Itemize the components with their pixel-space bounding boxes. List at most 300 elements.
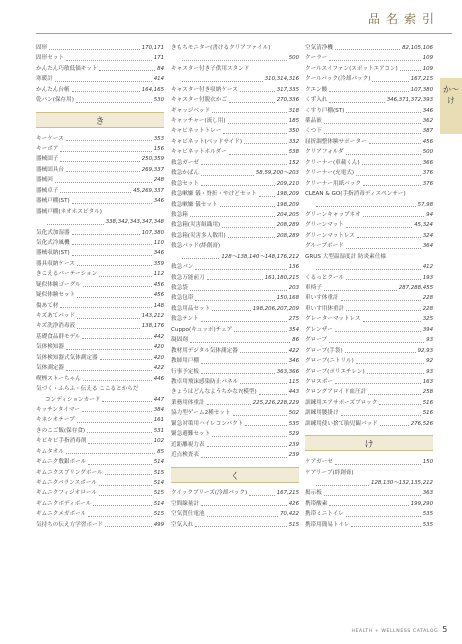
index-entry[interactable] bbox=[171, 499, 299, 509]
index-entry[interactable] bbox=[36, 447, 164, 457]
entry-name: クリーナー(車載くん) bbox=[305, 159, 360, 166]
dot-leader bbox=[316, 269, 421, 270]
index-entry[interactable] bbox=[36, 155, 164, 165]
entry-name: 乾パン(保存用) bbox=[36, 97, 74, 104]
entry-pages: 258 bbox=[422, 389, 433, 396]
entry-pages: 384 bbox=[153, 406, 164, 413]
entry-pages: 447 bbox=[153, 396, 164, 403]
dot-leader bbox=[77, 297, 152, 298]
entry-pages: 198,206,207,209 bbox=[252, 305, 299, 312]
entry-pages: 456 bbox=[422, 138, 433, 145]
entry-name: 疑似体験セット bbox=[36, 292, 76, 299]
index-entry[interactable] bbox=[171, 231, 299, 241]
entry-name: キズあてパッド bbox=[36, 313, 76, 320]
index-entry[interactable] bbox=[36, 489, 164, 499]
entry-name: クロングアロイド血圧計 bbox=[305, 389, 367, 396]
entry-pages: 93 bbox=[426, 368, 433, 375]
index-entry[interactable] bbox=[305, 147, 433, 157]
index-entry[interactable] bbox=[36, 144, 164, 154]
index-entry[interactable] bbox=[36, 363, 164, 373]
entry-pages: 93 bbox=[426, 337, 433, 344]
entry-name: グループボード bbox=[305, 243, 344, 250]
entry-pages: 109 bbox=[422, 65, 433, 72]
entry-name: ギムニクバランスボール bbox=[36, 480, 97, 487]
entry-name: 救急かばん bbox=[171, 170, 199, 177]
entry-name: 緊急避難セット bbox=[171, 431, 211, 438]
dot-leader bbox=[60, 161, 139, 162]
index-entry[interactable] bbox=[171, 189, 299, 199]
index-entry[interactable] bbox=[36, 499, 164, 509]
entry-name: 気づく・ふらふ・伝える ここるとからだ bbox=[36, 386, 139, 393]
index-entry[interactable] bbox=[36, 53, 164, 63]
entry-pages: 531 bbox=[153, 427, 164, 434]
entry-pages: 363,366 bbox=[276, 368, 299, 375]
index-entry[interactable] bbox=[305, 408, 433, 418]
index-entry[interactable] bbox=[305, 377, 433, 387]
index-entry[interactable] bbox=[305, 509, 433, 519]
index-entry[interactable] bbox=[171, 106, 299, 116]
entry-name: グレンザー bbox=[305, 326, 333, 333]
index-entry[interactable] bbox=[305, 398, 433, 408]
index-entry[interactable] bbox=[171, 85, 299, 95]
index-title: 品名索引 bbox=[367, 12, 440, 26]
dot-leader bbox=[83, 286, 152, 287]
entry-pages: 422 bbox=[288, 347, 299, 354]
index-entry[interactable] bbox=[36, 280, 164, 290]
dot-leader bbox=[369, 143, 421, 144]
entry-pages: 92 bbox=[426, 358, 433, 365]
page-footer bbox=[351, 625, 448, 634]
entry-name: キッチンタイマー bbox=[36, 406, 81, 413]
index-entry[interactable] bbox=[171, 116, 299, 126]
page-number: 5 bbox=[442, 625, 448, 634]
index-entry[interactable] bbox=[171, 520, 299, 530]
entry-name: 固形 bbox=[36, 44, 48, 51]
dot-leader bbox=[362, 164, 421, 165]
index-entry[interactable] bbox=[171, 137, 299, 147]
index-entry[interactable] bbox=[305, 241, 433, 251]
dot-leader bbox=[351, 526, 420, 527]
dot-leader bbox=[102, 401, 151, 402]
section-heading-label: け bbox=[364, 440, 374, 451]
index-entry[interactable] bbox=[171, 283, 299, 293]
index-entry[interactable] bbox=[305, 419, 433, 429]
index-entry[interactable] bbox=[36, 436, 164, 446]
index-entry[interactable] bbox=[171, 408, 299, 418]
index-entry[interactable] bbox=[305, 74, 433, 84]
dot-leader bbox=[228, 123, 287, 124]
dot-leader bbox=[380, 425, 409, 426]
entry-name: キネシオテープ bbox=[36, 417, 75, 424]
index-entry[interactable] bbox=[305, 85, 433, 95]
index-entry[interactable] bbox=[36, 478, 164, 488]
index-entry[interactable] bbox=[305, 252, 433, 262]
index-entry[interactable] bbox=[36, 85, 164, 95]
entry-name: コンディションカード bbox=[45, 396, 101, 403]
section-heading-label: き bbox=[95, 116, 105, 127]
index-entry[interactable] bbox=[305, 189, 433, 199]
index-entry[interactable] bbox=[305, 346, 433, 356]
index-entry[interactable] bbox=[305, 168, 433, 178]
dot-leader bbox=[229, 102, 275, 103]
index-entry[interactable] bbox=[171, 252, 299, 262]
dot-leader bbox=[363, 216, 425, 217]
index-entry[interactable] bbox=[36, 165, 164, 175]
index-entry[interactable] bbox=[171, 450, 299, 460]
entry-pages: 167,215 bbox=[276, 490, 299, 497]
index-entry[interactable] bbox=[171, 356, 299, 366]
entry-name: キャスター付き子供用スタンド bbox=[171, 65, 250, 72]
index-entry[interactable] bbox=[305, 499, 433, 509]
entry-pages: 45,324 bbox=[414, 222, 433, 229]
index-entry[interactable] bbox=[305, 43, 433, 53]
entry-name: キーボア bbox=[36, 146, 59, 153]
entry-name: 業務用体重計 bbox=[171, 399, 205, 406]
entry-pages: 82,105,106 bbox=[402, 44, 433, 51]
dot-leader bbox=[72, 203, 152, 204]
index-entry[interactable] bbox=[171, 304, 299, 314]
entry-name: ギムニク敷銀ボール bbox=[36, 459, 87, 466]
entry-name: きこえるパーテーション bbox=[36, 271, 98, 278]
entry-name: 携帯酸素 bbox=[305, 500, 328, 507]
index-entry[interactable] bbox=[305, 95, 433, 105]
entry-name: 気化式加湿器 bbox=[36, 229, 70, 236]
dot-leader bbox=[60, 151, 151, 152]
index-entry[interactable] bbox=[305, 64, 433, 74]
entry-pages: 514 bbox=[153, 459, 164, 466]
entry-pages: 204,205 bbox=[276, 211, 299, 218]
index-entry[interactable] bbox=[305, 314, 433, 324]
entry-name: かんたん台帳 bbox=[36, 86, 70, 93]
index-entry[interactable] bbox=[36, 74, 164, 84]
entry-pages: 363 bbox=[422, 490, 433, 497]
index-entry[interactable] bbox=[36, 64, 164, 74]
entry-name: 空気入れ bbox=[171, 521, 194, 528]
index-entry[interactable] bbox=[305, 179, 433, 189]
entry-name: キャスター付き収納ケース bbox=[171, 86, 238, 93]
dot-leader bbox=[324, 290, 397, 291]
index-entry[interactable] bbox=[36, 332, 164, 342]
dot-leader bbox=[88, 443, 151, 444]
entry-pages: 250,359 bbox=[141, 156, 164, 163]
index-entry[interactable] bbox=[305, 520, 433, 530]
entry-name: グリーンマットレス bbox=[305, 232, 355, 239]
entry-name: 車椅子 bbox=[305, 285, 322, 292]
entry-name: グリーンマット bbox=[305, 222, 344, 229]
index-column-1 bbox=[36, 43, 164, 530]
entry-pages: 538 bbox=[288, 149, 299, 156]
entry-pages: 170,171 bbox=[141, 44, 164, 51]
index-entry[interactable] bbox=[36, 353, 164, 363]
dot-leader bbox=[357, 237, 421, 238]
entry-name: 気体検知器 bbox=[36, 344, 64, 351]
index-entry[interactable] bbox=[305, 158, 433, 168]
index-entry[interactable] bbox=[171, 314, 299, 324]
entry-pages: 362 bbox=[422, 118, 433, 125]
index-entry[interactable] bbox=[305, 489, 433, 499]
entry-pages: 359 bbox=[153, 260, 164, 267]
section-tab[interactable] bbox=[440, 78, 462, 134]
entry-name: 救急包帯 bbox=[171, 295, 194, 302]
index-entry[interactable] bbox=[305, 210, 433, 220]
entry-name: 気化式冷風機 bbox=[36, 239, 70, 246]
entry-name: 救急嗽嫌 儀・脊折・やけどセット bbox=[171, 191, 257, 198]
dot-leader bbox=[72, 234, 140, 235]
entry-name: 気持ちの伝え方学習ボード bbox=[36, 521, 104, 528]
entry-name: 教材用デジタル気体測定器 bbox=[171, 347, 238, 354]
dot-leader bbox=[207, 446, 287, 447]
entry-pages: 84 bbox=[157, 65, 164, 72]
index-entry[interactable] bbox=[36, 311, 164, 321]
entry-name: クリーナー(充電式) bbox=[305, 170, 355, 177]
dot-leader bbox=[99, 495, 152, 496]
dot-leader bbox=[223, 133, 286, 134]
entry-pages: 338,342,343,347,348 bbox=[105, 219, 164, 226]
entry-pages: 57,98 bbox=[417, 201, 433, 208]
section-tab-label: か〜け bbox=[443, 85, 459, 105]
dot-leader bbox=[379, 404, 420, 405]
dot-leader bbox=[335, 464, 421, 465]
index-entry[interactable] bbox=[171, 377, 299, 387]
index-entry[interactable] bbox=[36, 134, 164, 144]
index-entry[interactable] bbox=[305, 294, 433, 304]
index-entry[interactable] bbox=[36, 520, 164, 530]
dot-leader bbox=[82, 338, 151, 339]
index-entry[interactable] bbox=[305, 53, 433, 63]
index-entry[interactable] bbox=[305, 335, 433, 345]
index-entry[interactable] bbox=[36, 426, 164, 436]
index-entry[interactable] bbox=[171, 346, 299, 356]
index-entry[interactable] bbox=[305, 137, 433, 147]
entry-pages: 228 bbox=[422, 305, 433, 312]
index-entry[interactable] bbox=[171, 273, 299, 283]
dot-leader bbox=[195, 526, 286, 527]
entry-name: 薬品嵌 bbox=[305, 118, 322, 125]
entry-name: 器械固子 bbox=[36, 156, 59, 163]
dot-leader bbox=[55, 182, 152, 183]
index-entry[interactable] bbox=[305, 367, 433, 377]
dot-leader bbox=[201, 321, 287, 322]
index-entry[interactable] bbox=[36, 384, 164, 394]
index-entry[interactable] bbox=[36, 43, 164, 53]
entry-name: 教卓用飛沫感染防止パネル bbox=[171, 378, 239, 385]
index-entry[interactable] bbox=[36, 322, 164, 332]
entry-name: ケアガーゼ bbox=[305, 459, 333, 466]
dot-leader bbox=[363, 321, 421, 322]
index-entry[interactable] bbox=[36, 405, 164, 415]
index-entry[interactable] bbox=[171, 325, 299, 335]
entry-pages: 225,226,228,229 bbox=[252, 399, 299, 406]
index-entry[interactable] bbox=[36, 196, 164, 206]
index-entry[interactable] bbox=[171, 210, 299, 220]
entry-name: キャビネットホルダー bbox=[171, 149, 227, 156]
index-entry[interactable] bbox=[171, 489, 299, 499]
index-entry[interactable] bbox=[171, 127, 299, 137]
dot-leader bbox=[329, 91, 408, 92]
dot-leader bbox=[190, 342, 290, 343]
entry-name: 気体測定器 bbox=[36, 365, 64, 372]
index-entry[interactable] bbox=[305, 304, 433, 314]
dot-leader bbox=[207, 279, 263, 280]
index-entry[interactable] bbox=[36, 248, 164, 258]
index-entry[interactable] bbox=[171, 74, 299, 84]
entry-pages: 318 bbox=[288, 107, 299, 114]
entry-name: 疑似体験ゴーグル bbox=[36, 281, 81, 288]
entry-pages: 346,371,372,393 bbox=[386, 97, 433, 104]
index-entry[interactable] bbox=[36, 228, 164, 238]
entry-pages: 530 bbox=[153, 97, 164, 104]
index-entry[interactable] bbox=[171, 147, 299, 157]
index-entry[interactable] bbox=[305, 116, 433, 126]
dot-leader bbox=[201, 185, 275, 186]
index-entry[interactable] bbox=[36, 186, 164, 196]
entry-name: きもちモニター(書けるクリアファイル) bbox=[171, 44, 271, 51]
index-entry[interactable] bbox=[305, 387, 433, 397]
index-entry[interactable] bbox=[171, 509, 299, 519]
dot-leader bbox=[400, 70, 421, 71]
entry-name: CLEAN & GO(手指消毒ディスペンサー) bbox=[305, 191, 406, 198]
dot-leader bbox=[356, 363, 424, 364]
entry-pages: 203 bbox=[288, 285, 299, 292]
entry-pages: 85 bbox=[157, 448, 164, 455]
entry-name: 固形セット bbox=[36, 55, 64, 62]
index-entry[interactable] bbox=[36, 457, 164, 467]
index-entry[interactable] bbox=[171, 158, 299, 168]
dot-leader bbox=[77, 265, 152, 266]
index-entry[interactable] bbox=[36, 468, 164, 478]
dot-leader bbox=[329, 342, 424, 343]
index-entry[interactable] bbox=[171, 179, 299, 189]
entry-pages: 514 bbox=[153, 500, 164, 507]
index-entry[interactable] bbox=[171, 387, 299, 397]
dot-leader bbox=[77, 328, 140, 329]
index-entry[interactable] bbox=[305, 262, 433, 272]
index-entry[interactable] bbox=[171, 367, 299, 377]
index-entry[interactable] bbox=[171, 429, 299, 439]
entry-name: クーラー bbox=[305, 55, 328, 62]
index-entry[interactable] bbox=[36, 342, 164, 352]
index-entry[interactable] bbox=[305, 283, 433, 293]
index-entry[interactable] bbox=[305, 478, 433, 488]
entry-name: くず入れ bbox=[305, 97, 328, 104]
entry-name: 傷あて材 bbox=[36, 302, 59, 309]
entry-pages: 150 bbox=[422, 459, 433, 466]
dot-leader bbox=[367, 373, 424, 374]
index-entry[interactable] bbox=[36, 374, 164, 384]
dot-leader bbox=[72, 255, 152, 256]
entry-name: 救急バン bbox=[171, 264, 194, 271]
entry-name: 器具収納ケース bbox=[36, 260, 75, 267]
index-entry[interactable] bbox=[36, 415, 164, 425]
entry-name: 訓練用腰掛け bbox=[305, 410, 339, 417]
index-entry[interactable] bbox=[171, 220, 299, 230]
index-entry[interactable] bbox=[36, 269, 164, 279]
dot-leader bbox=[240, 91, 275, 92]
index-entry[interactable] bbox=[305, 106, 433, 116]
index-entry[interactable] bbox=[36, 175, 164, 185]
index-entry[interactable] bbox=[171, 53, 299, 63]
index-entry[interactable] bbox=[36, 509, 164, 519]
index-entry[interactable] bbox=[305, 273, 433, 283]
dot-leader bbox=[335, 331, 421, 332]
entry-pages: 209,210 bbox=[276, 180, 299, 187]
entry-pages: 515 bbox=[153, 469, 164, 476]
entry-pages: 138,176 bbox=[141, 323, 164, 330]
index-entry[interactable] bbox=[36, 207, 164, 217]
index-entry[interactable] bbox=[171, 168, 299, 178]
entry-pages: 456 bbox=[153, 281, 164, 288]
entry-pages: 94 bbox=[426, 211, 433, 218]
entry-pages: 346 bbox=[153, 198, 164, 205]
index-entry[interactable] bbox=[305, 200, 433, 210]
dot-leader bbox=[249, 495, 275, 496]
index-entry[interactable] bbox=[305, 356, 433, 366]
index-entry[interactable] bbox=[36, 290, 164, 300]
dot-leader bbox=[93, 505, 151, 506]
dot-leader bbox=[201, 164, 287, 165]
entry-name: 訓練用使い捨て胎児観パッド bbox=[305, 420, 378, 427]
entry-pages: 414 bbox=[153, 76, 164, 83]
entry-pages: 112 bbox=[153, 271, 164, 278]
entry-pages: 364 bbox=[422, 243, 433, 250]
index-entry[interactable] bbox=[36, 217, 164, 227]
index-entry[interactable] bbox=[305, 127, 433, 137]
index-entry[interactable] bbox=[36, 395, 164, 405]
entry-pages: 198,209 bbox=[276, 191, 299, 198]
dot-leader bbox=[234, 331, 286, 332]
index-entry[interactable] bbox=[171, 398, 299, 408]
index-entry[interactable] bbox=[171, 43, 299, 53]
dot-leader bbox=[316, 206, 416, 207]
entry-name: かんたん巧敏低価キット bbox=[36, 65, 98, 72]
index-entry[interactable] bbox=[36, 301, 164, 311]
index-entry[interactable] bbox=[171, 95, 299, 105]
catalog-name: HEALTH + WELLNESS CATALOG bbox=[351, 629, 439, 634]
index-entry[interactable] bbox=[171, 419, 299, 429]
entry-pages: 354 bbox=[288, 326, 299, 333]
index-entry[interactable] bbox=[305, 220, 433, 230]
index-entry[interactable] bbox=[171, 262, 299, 272]
entry-pages: 58,59,200〜203 bbox=[255, 170, 299, 177]
entry-name: 車いす用体重計 bbox=[305, 305, 345, 312]
index-entry[interactable] bbox=[171, 335, 299, 345]
index-entry[interactable] bbox=[171, 241, 299, 251]
index-entry[interactable] bbox=[171, 294, 299, 304]
index-entry[interactable] bbox=[305, 468, 433, 478]
entry-name: キャビネットトレー bbox=[171, 128, 222, 135]
index-entry[interactable] bbox=[171, 440, 299, 450]
index-entry[interactable] bbox=[171, 200, 299, 210]
index-entry[interactable] bbox=[305, 325, 433, 335]
entry-pages: 350 bbox=[288, 128, 299, 135]
entry-name: キャスター付脱衣かご bbox=[171, 97, 227, 104]
index-entry[interactable] bbox=[305, 231, 433, 241]
index-entry[interactable] bbox=[36, 259, 164, 269]
entry-pages: 515 bbox=[153, 490, 164, 497]
dot-leader bbox=[329, 505, 408, 506]
entry-pages: 422 bbox=[153, 365, 164, 372]
dot-leader bbox=[316, 485, 369, 486]
index-entry[interactable] bbox=[36, 95, 164, 105]
entry-pages: 276,526 bbox=[410, 420, 433, 427]
entry-name: キムタオル bbox=[36, 448, 64, 455]
index-entry[interactable] bbox=[305, 457, 433, 467]
index-entry[interactable] bbox=[36, 238, 164, 248]
index-entry[interactable] bbox=[171, 64, 299, 74]
entry-name: GRUS 大型温湿度計 防炎素仕様 bbox=[305, 253, 386, 260]
dot-leader bbox=[346, 154, 421, 155]
entry-pages: 239 bbox=[288, 452, 299, 459]
